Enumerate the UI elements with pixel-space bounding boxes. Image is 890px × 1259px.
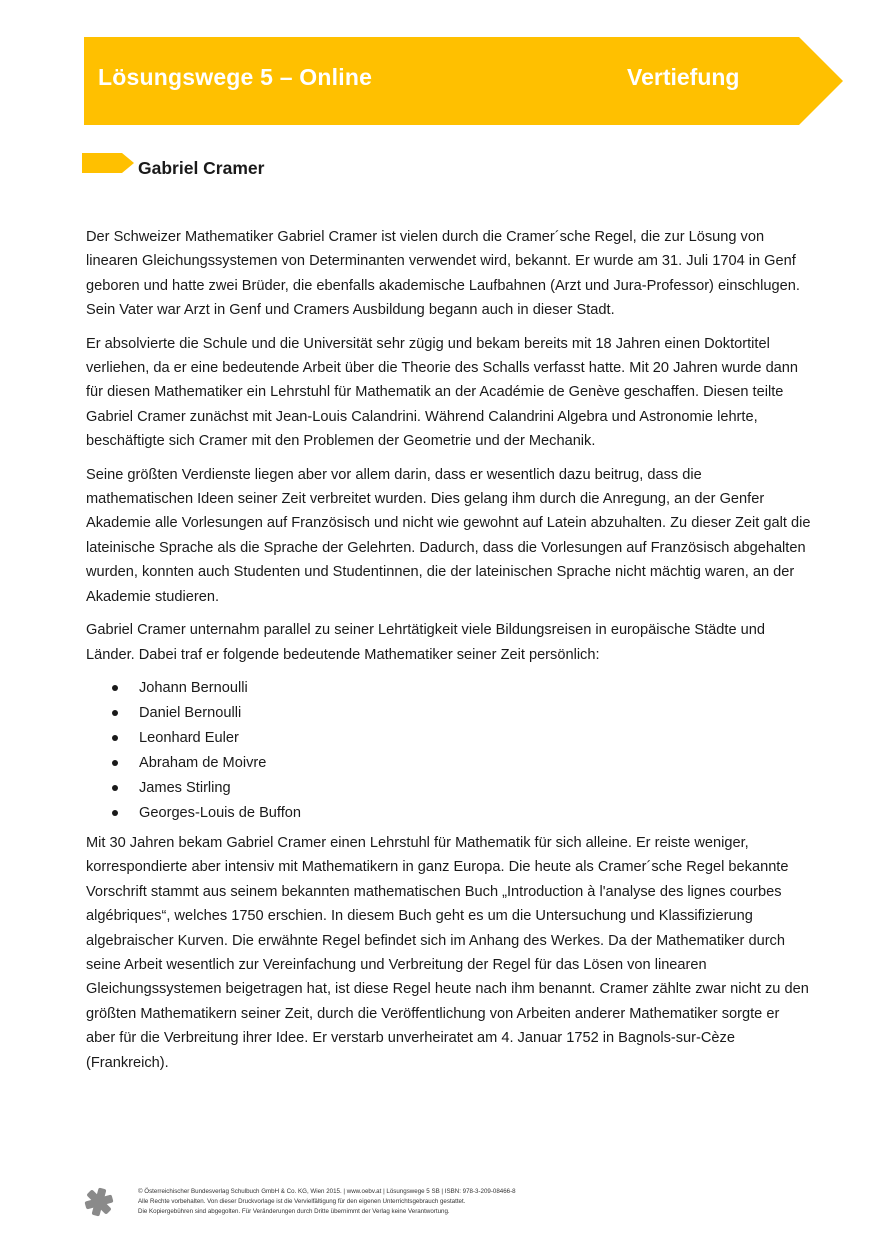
oebv-star-logo-icon [84,1187,114,1217]
paragraph: Er absolvierte die Schule und die Universität sehr zügig und bekam bereits mit 18 Jahren einen Doktortitel verliehen, da er eine bedeutende Arbeit über die Theorie des Schalls verfasst hatte. Mit 20 Jahren wurde dann für diesen Mathematiker ein Lehrstuhl für Mathematik an der Académie de Genève geschaffen. Diesen teilte Gabriel Cramer zunächst mit Jean-Louis Calandrini. Während Calandrini Algebra und Astronomie lehrte, beschäftigte sich Cramer mit den Problemen der Geometrie und der Mechanik. [86,335,799,450]
heading-arrow-icon [82,153,136,175]
paragraph: Der Schweizer Mathematiker Gabriel Cramer ist vielen durch die Cramer´sche Regel, die zur Lösung von linearen Gleichungssystemen von Determinanten verwendet wird, bekannt. Er wurde am 31. Juli 1704 in Genf geboren und hatte zwei Brüder, die ebenfalls akademische Laufbahnen (Arzt und Jura-Professor) einschlugen. Sein Vater war Arzt in Genf und Cramers Ausbildung begann auch in dieser Stadt. [86,229,800,319]
list-item [86,751,811,776]
list-item [86,676,811,701]
list-item [86,726,811,751]
bullet-icon [112,760,118,766]
list-item-text: Abraham de Moivre [139,754,267,771]
book-title: Lösungswege 5 – Online [98,64,373,90]
bullet-icon [112,710,118,716]
list-item-text: James Stirling [139,779,231,796]
header-banner [0,0,890,140]
list-item-text: Daniel Bernoulli [139,704,242,721]
section-label: Vertiefung [627,64,740,90]
list-item-text: Georges-Louis de Buffon [139,804,301,821]
footer-line: Die Kopiergebühren sind abgegolten. Für Veränderungen durch Dritte übernimmt der Verlag keine Verantwortung. [138,1208,450,1215]
article-heading: Gabriel Cramer [138,158,265,178]
bullet-icon [112,810,118,816]
paragraph: Seine größten Verdienste liegen aber vor allem darin, dass er wesentlich dazu beitrug, dass die mathematischen Ideen seiner Zeit verbreitet wurden. Dies gelang ihm durch die Anregung, an der Genfer Akademie alle Vorlesungen auf Französisch und nicht wie gewohnt auf Latein abzuhalten. Zu dieser Zeit galt die lateinische Sprache als die Sprache der Gelehrten. Dadurch, dass die Vorlesungen auf Französisch abgehalten wurden, konnten auch Studenten und Studentinnen, die der lateinischen Sprache nicht mächtig waren, an der Akademie studieren. [86,466,811,605]
list-item-text: Leonhard Euler [139,729,239,746]
mathematicians-list [86,676,811,826]
footer-copyright [138,1187,698,1217]
list-item-text: Johann Bernoulli [139,679,248,696]
paragraph: Mit 30 Jahren bekam Gabriel Cramer einen Lehrstuhl für Mathematik für sich alleine. Er reiste weniger, korrespondierte aber intensiv mit Mathematikern in ganz Europa. Die heute als Cramer´sche Regel bekannte Vorschrift stammt aus seinem bekannten mathematischen Buch „Introduction à l'analyse des lignes courbes algébriques“, welches 1750 erschien. In diesem Buch geht es um die Untersuchung und Klassifizierung algebraischer Kurven. Die erwähnte Regel befindet sich im Anhang des Werkes. Da der Mathematiker durch seine Arbeit wesentlich zur Vereinfachung und Verbreitung der Regel für das Lösen von linearen Gleichungssystemen beigetragen hat, ist diese Regel heute nach ihm benannt. Cramer zählte zwar nicht zu den größten Mathematikern seiner Zeit, durch die Veröffentlichung von Arbeiten anderer Mathematiker sorgte er aber für die Verbreitung ihrer Idee. Er verstarb unverheiratet am 4. Januar 1752 in Bagnols-sur-Cèze (Frankreich). [86,834,809,1071]
list-item [86,701,811,726]
bullet-icon [112,685,118,691]
paragraph: Gabriel Cramer unternahm parallel zu seiner Lehrtätigkeit viele Bildungsreisen in europäische Städte und Länder. Dabei traf er folgende bedeutende Mathematiker seiner Zeit persönlich: [86,622,765,663]
footer-line: Alle Rechte vorbehalten. Von dieser Druckvorlage ist die Vervielfältigung für den eigenen Unterrichtsgebrauch gestattet. [138,1198,466,1205]
footer-line: © Österreichischer Bundesverlag Schulbuch GmbH & Co. KG, Wien 2015. | www.oebv.at | Lösungswege 5 SB | ISBN: 978-3-209-08466-8 [138,1188,516,1195]
bullet-icon [112,735,118,741]
article-body [86,225,811,1084]
list-item [86,776,811,801]
bullet-icon [112,785,118,791]
list-item [86,801,811,826]
